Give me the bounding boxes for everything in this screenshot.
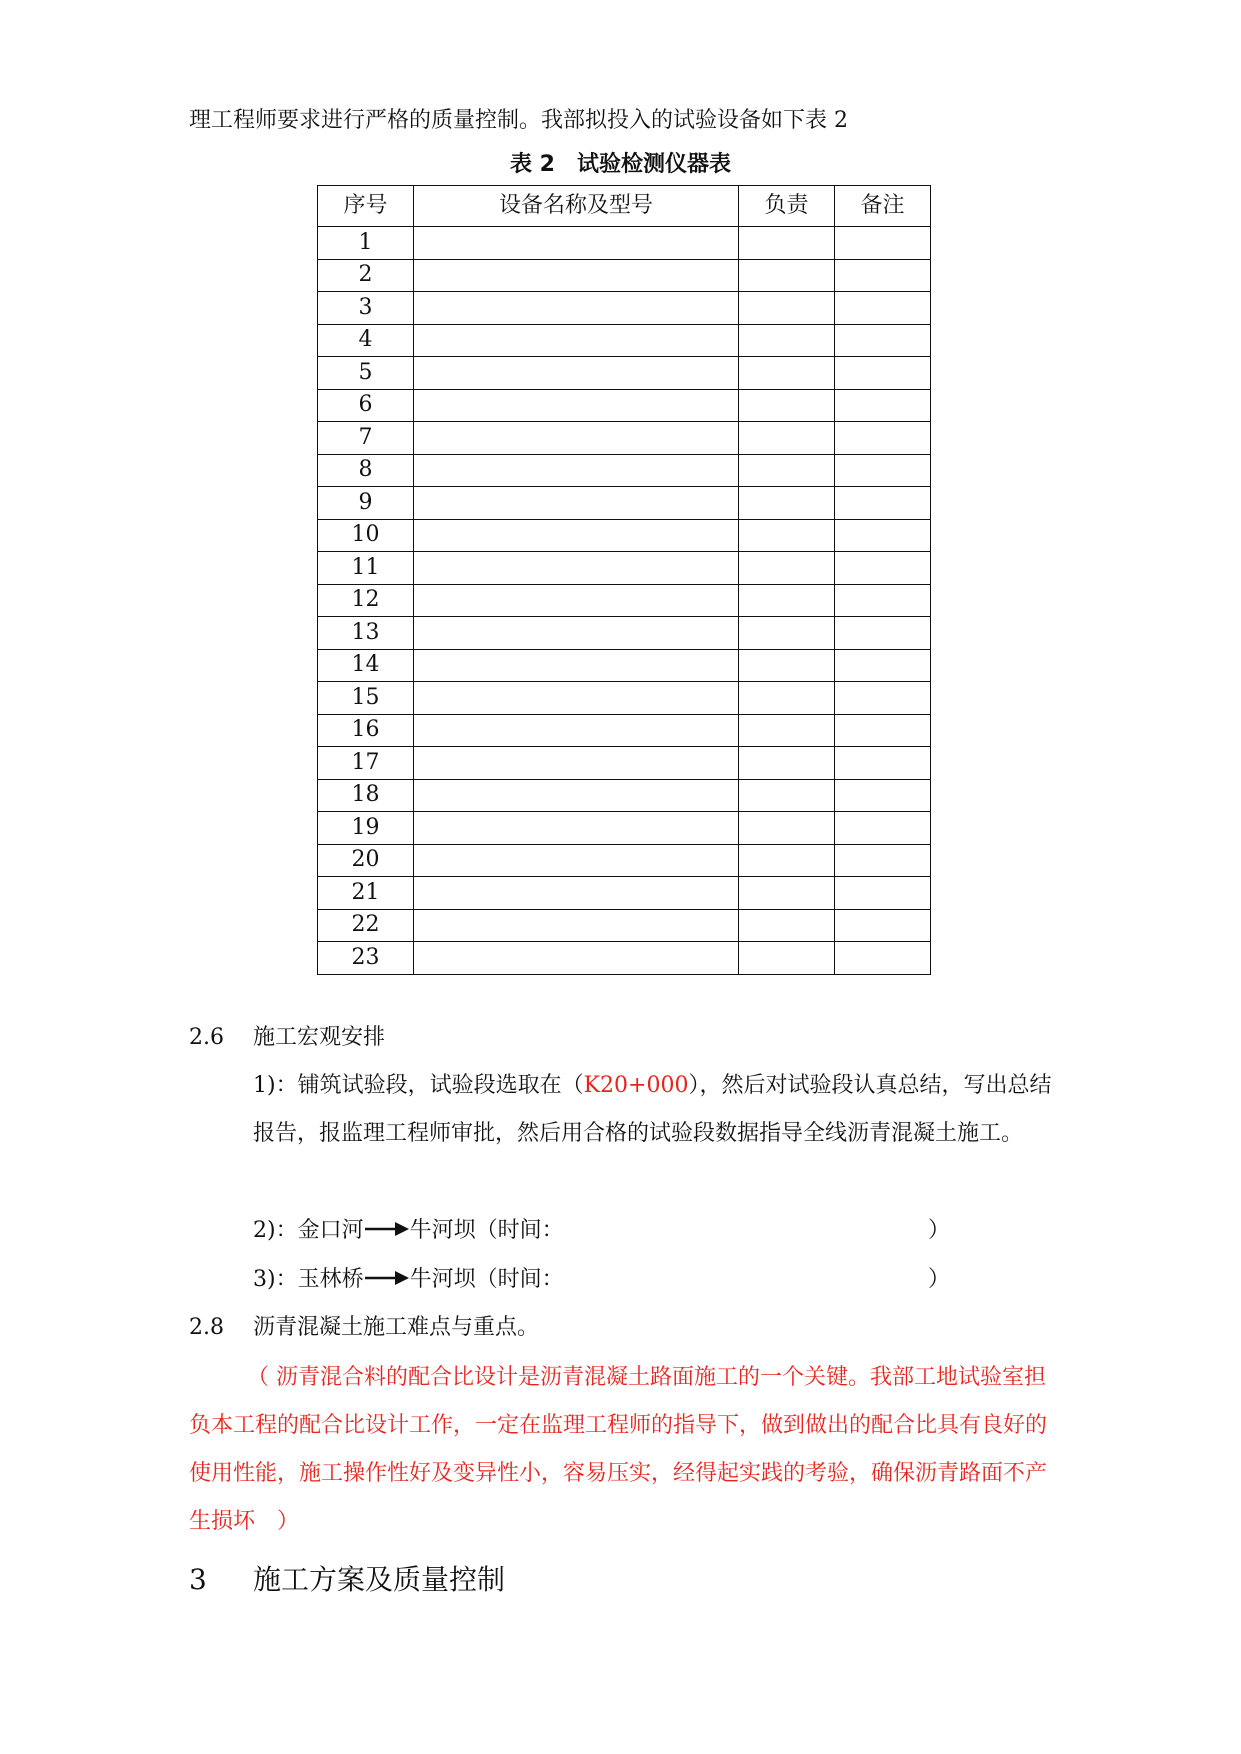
cell-remarks	[835, 877, 931, 910]
section-3-title: 施工方案及质量控制	[253, 1563, 506, 1596]
cell-remarks	[835, 519, 931, 552]
table-row	[318, 324, 931, 357]
cell-equipment-name	[414, 519, 739, 552]
table-row	[318, 259, 931, 292]
cell-remarks	[835, 714, 931, 747]
section-2-6-number: 2.6	[189, 1025, 224, 1050]
cell-equipment-name	[414, 389, 739, 422]
header-responsible: 负责	[739, 186, 835, 227]
cell-equipment-name	[414, 487, 739, 520]
table-row	[318, 454, 931, 487]
cell-remarks	[835, 259, 931, 292]
cell-responsible	[739, 714, 835, 747]
item-1-highlight: K20+000	[583, 1073, 689, 1098]
cell-seq: 2	[318, 259, 414, 292]
table-row	[318, 422, 931, 455]
table-row	[318, 487, 931, 520]
cell-responsible	[739, 812, 835, 845]
cell-equipment-name	[414, 422, 739, 455]
item-2-close: ）	[928, 1218, 951, 1243]
cell-seq: 14	[318, 649, 414, 682]
cell-responsible	[739, 942, 835, 975]
cell-seq: 3	[318, 292, 414, 325]
cell-responsible	[739, 422, 835, 455]
table-row	[318, 584, 931, 617]
section-3-number: 3	[189, 1563, 207, 1596]
cell-responsible	[739, 292, 835, 325]
item-2-label: 2)：金口河	[253, 1218, 364, 1243]
cell-remarks	[835, 324, 931, 357]
cell-seq: 13	[318, 617, 414, 650]
cell-equipment-name	[414, 714, 739, 747]
cell-remarks	[835, 487, 931, 520]
header-equipment-name: 设备名称及型号	[414, 186, 739, 227]
cell-equipment-name	[414, 259, 739, 292]
cell-responsible	[739, 389, 835, 422]
item-1-prefix: 1)：铺筑试验段，试验段选取在（	[253, 1073, 584, 1098]
cell-remarks	[835, 454, 931, 487]
cell-equipment-name	[414, 909, 739, 942]
intro-line: 理工程师要求进行严格的质量控制。我部拟投入的试验设备如下表 2	[189, 108, 848, 133]
section-2-8-paragraph: （ 沥青混合料的配合比设计是沥青混凝土路面施工的一个关键。我部工地试验室担负本工程的配合比设计工作，一定在监理工程师的指导下，做到做出的配合比具有良好的使用性能，施工操作性好及变异性小，容易压实，经得起实践的考验，确保沥青路面不产生损坏 ）	[189, 1365, 1048, 1534]
item-1-rest: ），然后对试验段认真总结，写出总结报告，报监理工程师审批，然后用合格的试验段数据指导全线沥青混凝土施工。	[253, 1073, 1052, 1146]
cell-seq: 16	[318, 714, 414, 747]
cell-seq: 8	[318, 454, 414, 487]
table-row	[318, 747, 931, 780]
cell-responsible	[739, 584, 835, 617]
cell-remarks	[835, 617, 931, 650]
table-row	[318, 714, 931, 747]
table-row	[318, 519, 931, 552]
cell-remarks	[835, 227, 931, 260]
cell-responsible	[739, 227, 835, 260]
table-row	[318, 909, 931, 942]
cell-responsible	[739, 747, 835, 780]
table-row	[318, 877, 931, 910]
cell-seq: 22	[318, 909, 414, 942]
table-row	[318, 617, 931, 650]
cell-equipment-name	[414, 324, 739, 357]
table-row	[318, 389, 931, 422]
arrow-right-icon	[365, 1267, 409, 1289]
table-caption: 表 2 试验检测仪器表	[510, 152, 731, 177]
cell-responsible	[739, 877, 835, 910]
cell-seq: 11	[318, 552, 414, 585]
cell-responsible	[739, 617, 835, 650]
cell-seq: 4	[318, 324, 414, 357]
cell-responsible	[739, 357, 835, 390]
cell-equipment-name	[414, 877, 739, 910]
cell-seq: 18	[318, 779, 414, 812]
table-row	[318, 779, 931, 812]
cell-remarks	[835, 552, 931, 585]
cell-responsible	[739, 454, 835, 487]
cell-responsible	[739, 487, 835, 520]
cell-remarks	[835, 584, 931, 617]
table-row	[318, 812, 931, 845]
table-row	[318, 942, 931, 975]
arrow-right-icon	[365, 1218, 409, 1240]
cell-remarks	[835, 844, 931, 877]
item-3-close: ）	[928, 1267, 951, 1292]
cell-equipment-name	[414, 779, 739, 812]
cell-remarks	[835, 649, 931, 682]
cell-seq: 21	[318, 877, 414, 910]
cell-equipment-name	[414, 454, 739, 487]
cell-seq: 1	[318, 227, 414, 260]
table-row	[318, 844, 931, 877]
item-3-target: 牛河坝（时间：	[409, 1267, 564, 1292]
cell-remarks	[835, 292, 931, 325]
header-remarks: 备注	[835, 186, 931, 227]
cell-remarks	[835, 747, 931, 780]
cell-equipment-name	[414, 617, 739, 650]
cell-remarks	[835, 682, 931, 715]
table-row	[318, 227, 931, 260]
table-row	[318, 292, 931, 325]
item-3	[253, 1265, 564, 1295]
cell-responsible	[739, 552, 835, 585]
cell-equipment-name	[414, 227, 739, 260]
item-3-label: 3)：玉林桥	[253, 1267, 364, 1292]
cell-equipment-name	[414, 292, 739, 325]
cell-seq: 7	[318, 422, 414, 455]
cell-equipment-name	[414, 552, 739, 585]
cell-responsible	[739, 649, 835, 682]
cell-remarks	[835, 942, 931, 975]
cell-seq: 19	[318, 812, 414, 845]
cell-equipment-name	[414, 942, 739, 975]
cell-remarks	[835, 812, 931, 845]
cell-equipment-name	[414, 682, 739, 715]
cell-responsible	[739, 779, 835, 812]
cell-responsible	[739, 844, 835, 877]
table-row	[318, 649, 931, 682]
cell-seq: 10	[318, 519, 414, 552]
table-row	[318, 682, 931, 715]
table-row	[318, 357, 931, 390]
cell-remarks	[835, 422, 931, 455]
cell-remarks	[835, 389, 931, 422]
cell-remarks	[835, 779, 931, 812]
cell-seq: 9	[318, 487, 414, 520]
cell-seq: 23	[318, 942, 414, 975]
item-2	[253, 1216, 564, 1246]
cell-responsible	[739, 324, 835, 357]
equipment-table	[317, 185, 931, 975]
cell-equipment-name	[414, 584, 739, 617]
cell-equipment-name	[414, 844, 739, 877]
cell-seq: 6	[318, 389, 414, 422]
header-seq: 序号	[318, 186, 414, 227]
item-2-target: 牛河坝（时间：	[409, 1218, 564, 1243]
cell-responsible	[739, 519, 835, 552]
table-row	[318, 552, 931, 585]
cell-equipment-name	[414, 812, 739, 845]
item-1-paragraph	[253, 1062, 1058, 1158]
cell-responsible	[739, 909, 835, 942]
cell-equipment-name	[414, 747, 739, 780]
cell-equipment-name	[414, 357, 739, 390]
cell-remarks	[835, 357, 931, 390]
cell-equipment-name	[414, 649, 739, 682]
table-header-row	[318, 186, 931, 227]
cell-seq: 12	[318, 584, 414, 617]
cell-remarks	[835, 909, 931, 942]
cell-seq: 15	[318, 682, 414, 715]
section-2-8-number: 2.8	[189, 1315, 224, 1340]
section-2-6-title: 施工宏观安排	[253, 1025, 386, 1050]
cell-seq: 5	[318, 357, 414, 390]
cell-seq: 17	[318, 747, 414, 780]
section-2-8-title: 沥青混凝土施工难点与重点。	[253, 1315, 540, 1340]
cell-seq: 20	[318, 844, 414, 877]
cell-responsible	[739, 682, 835, 715]
cell-responsible	[739, 259, 835, 292]
